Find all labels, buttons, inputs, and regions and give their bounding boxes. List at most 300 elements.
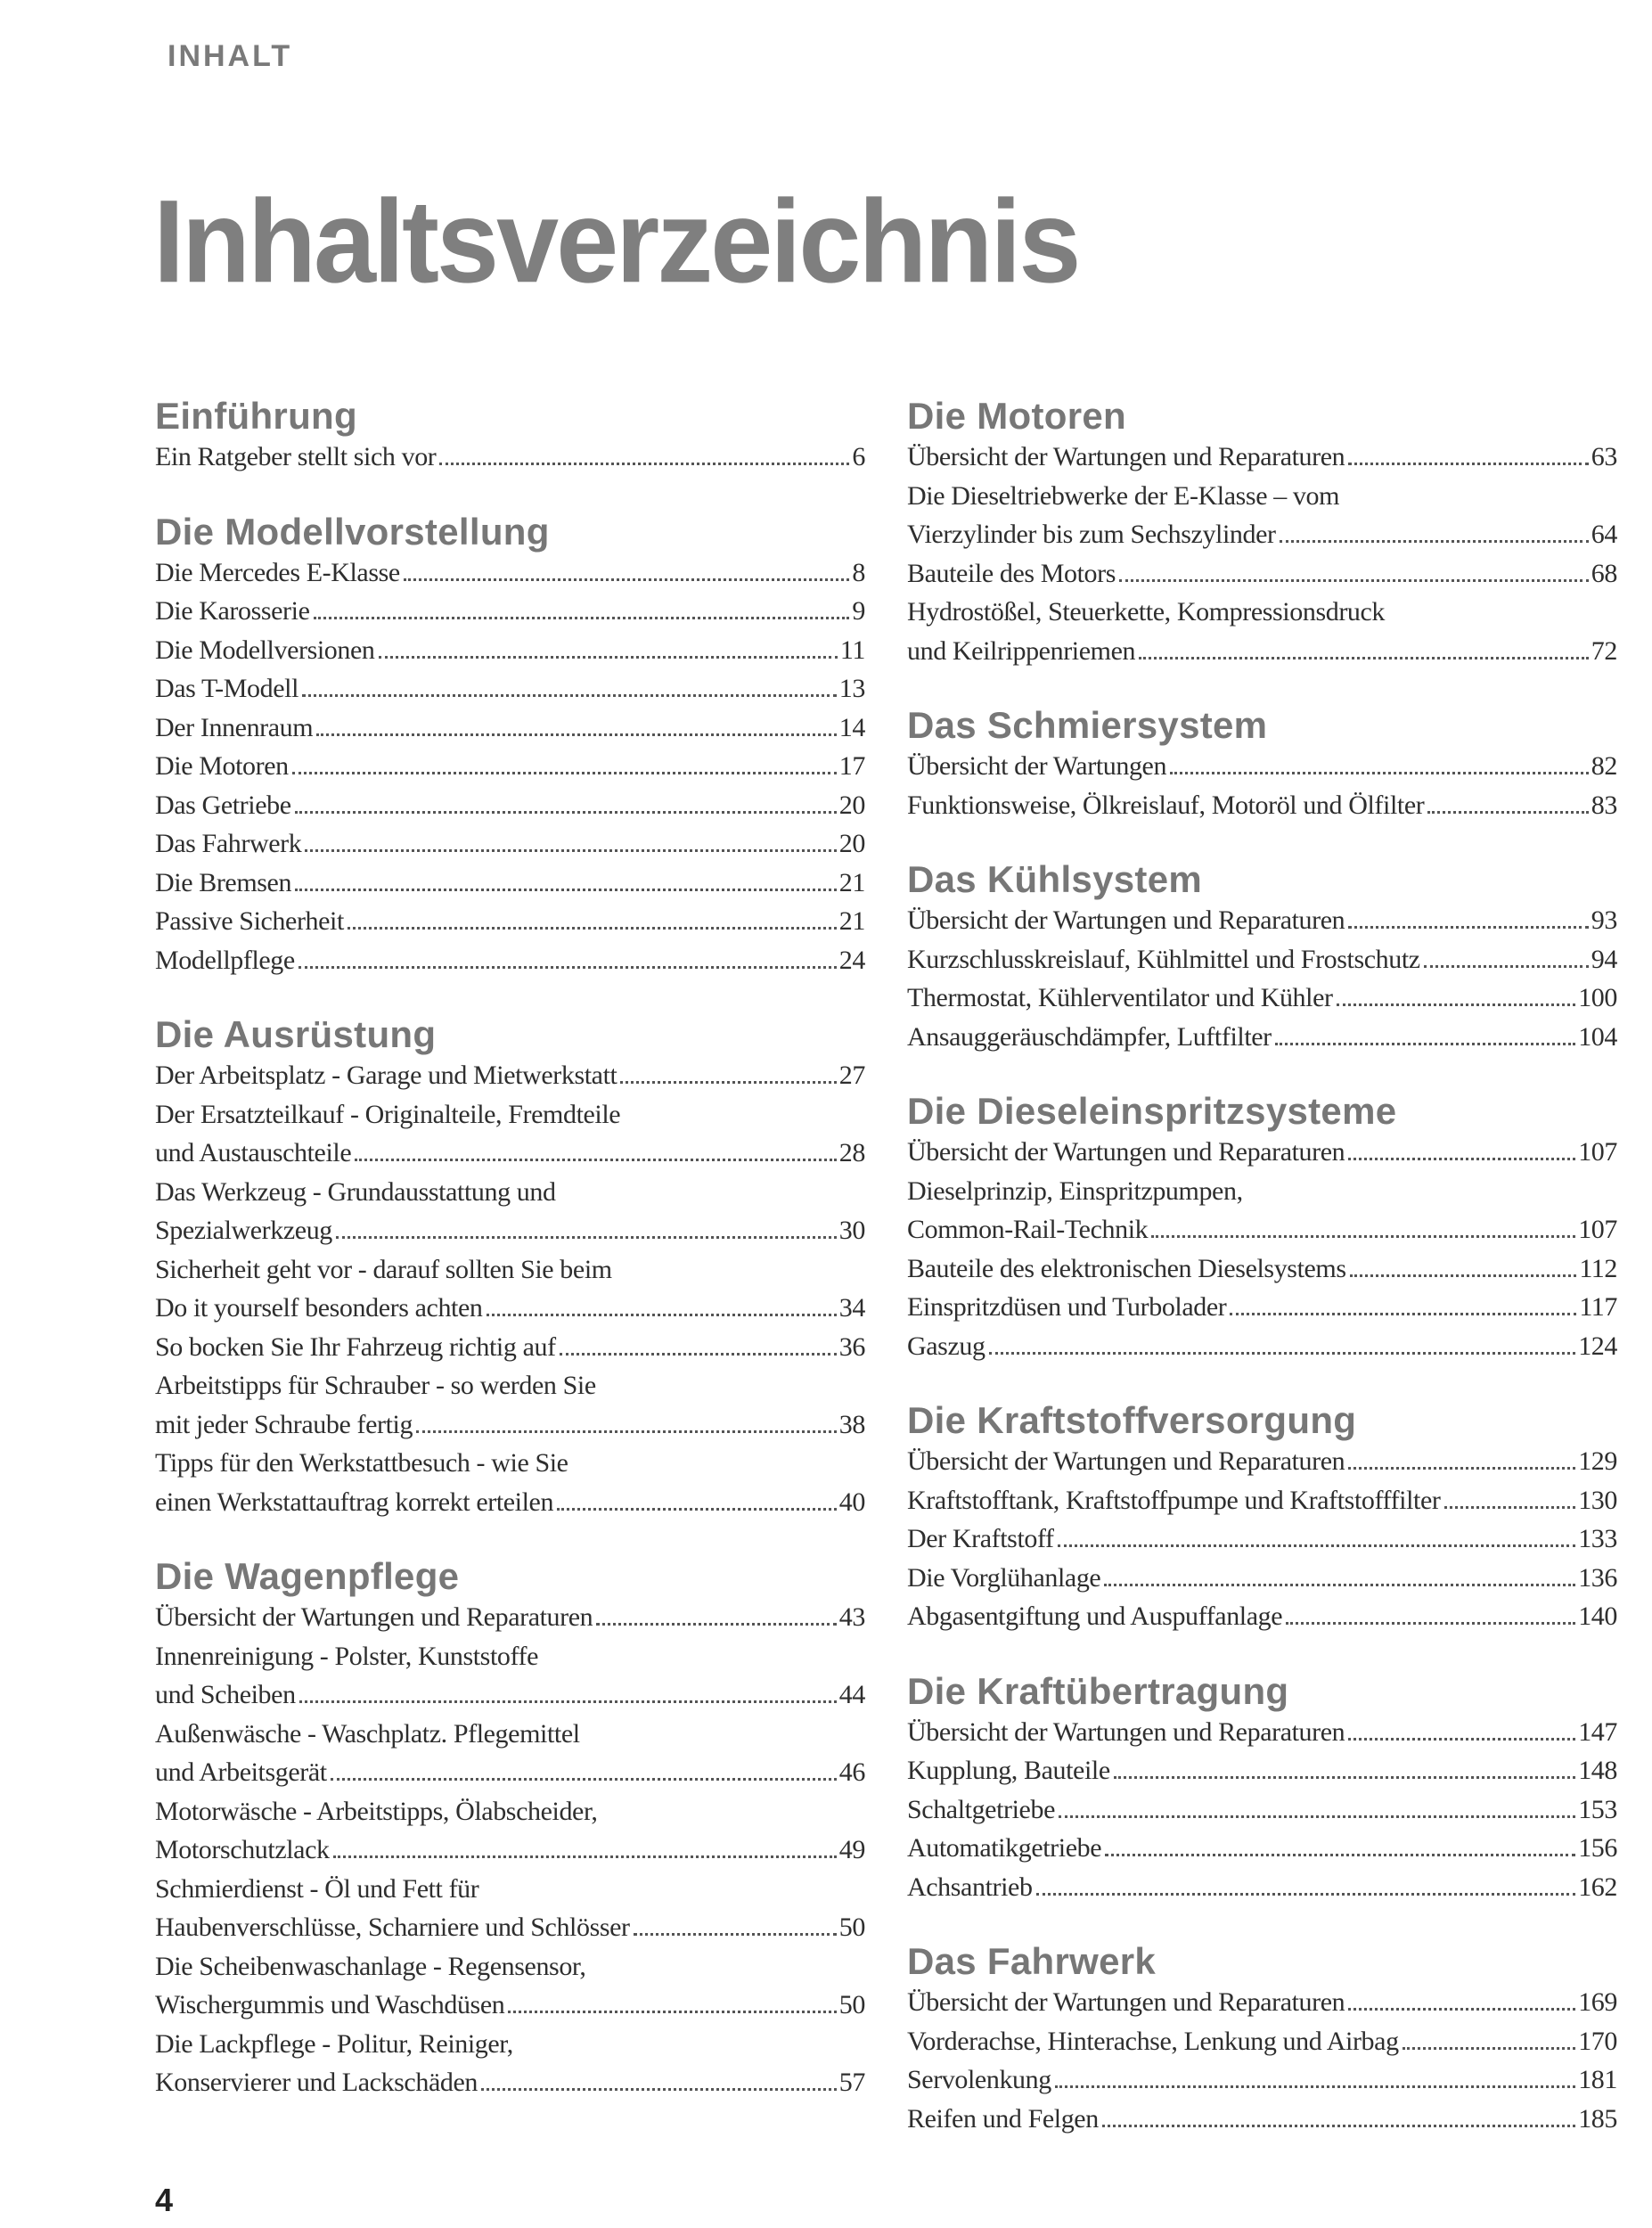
entry-page-number: 9 [852,596,865,626]
dot-leader [1059,1815,1575,1818]
dot-leader [1230,1313,1576,1315]
toc-entry-line [155,1173,865,1212]
toc-entry-line [907,979,1617,1018]
toc-entry[interactable] [155,1444,865,1521]
entry-page-number: 148 [1578,1756,1617,1785]
toc-column-left [155,395,865,2102]
toc-section [155,1555,865,2102]
toc-entry[interactable] [155,1870,865,1947]
entry-page-number: 147 [1578,1716,1617,1747]
toc-section [907,395,1617,670]
dot-leader [336,1236,837,1239]
dot-leader [1348,926,1589,929]
toc-entry-line [907,747,1617,786]
entry-page-number: 72 [1591,635,1617,666]
entry-title: Innenreinigung - Polster, Kunststoffe [155,1641,539,1671]
entry-page-number: 20 [838,790,865,820]
toc-entry-line [155,2063,865,2102]
entry-title: Motorwäsche - Arbeitstipps, Ölabscheider, [155,1796,598,1826]
entry-title: Common-Rail-Technik [907,1215,1149,1244]
toc-entry-line [907,1868,1617,1907]
toc-entry-line [155,1211,865,1250]
dot-leader [487,1314,837,1316]
toc-entry[interactable] [155,631,865,670]
dot-leader [596,1623,837,1626]
entry-title: Arbeitstipps für Schrauber - so werden Sie [155,1371,596,1400]
section-heading: Die Ausrüstung [155,1013,437,1055]
entry-page-number: 140 [1578,1601,1617,1631]
dot-leader [314,617,850,619]
toc-entry[interactable] [907,1983,1617,2022]
entry-page-number: 63 [1591,442,1617,471]
entry-page-number: 93 [1591,905,1617,935]
toc-entry[interactable] [155,941,865,980]
entry-title: Reifen und Felgen [907,2103,1099,2134]
toc-entry[interactable] [907,901,1617,940]
section-heading: Die Kraftübertragung [907,1669,1289,1712]
dot-leader [295,811,837,814]
toc-entry-line [907,1327,1617,1366]
entry-title: Passive Sicherheit [155,906,344,936]
toc-entry[interactable] [155,553,865,593]
dot-leader [1119,579,1589,582]
entry-title: Übersicht der Wartungen und Reparaturen [907,905,1345,935]
entry-page-number: 44 [838,1680,865,1709]
toc-entry[interactable] [155,1366,865,1444]
toc-section [155,395,865,477]
toc-entry-line [155,592,865,631]
toc-section [907,1940,1617,2138]
toc-entry-line [155,1753,865,1792]
entry-title: Schmierdienst - Öl und Fett für [155,1873,479,1904]
toc-entry[interactable] [907,2060,1617,2100]
toc-entry-line [907,940,1617,979]
dot-leader [481,2088,837,2091]
toc-entry[interactable] [155,1095,865,1173]
entry-title: Servolenkung [907,2065,1051,2094]
dot-leader [416,1430,837,1433]
section-heading: Die Kraftstoffversorgung [907,1399,1357,1441]
entry-page-number: 34 [838,1293,865,1323]
toc-entry[interactable] [907,1829,1617,1868]
entry-title: Der Innenraum [155,712,314,742]
toc-entry[interactable] [907,1481,1617,1520]
entry-page-number: 40 [838,1487,865,1517]
dot-leader [1102,2125,1575,2127]
toc-entry-line [155,553,865,593]
toc-entry[interactable] [907,940,1617,979]
dot-leader [634,1933,837,1936]
toc-entry-line [907,2022,1617,2061]
dot-leader [1280,540,1589,543]
entry-title: Die Dieseltriebwerke der E-Klasse – vom [907,480,1340,511]
toc-entry-line [155,1598,865,1637]
dot-leader [1286,1622,1575,1625]
toc-entry[interactable] [907,593,1617,670]
toc-entry-line [155,1947,865,1986]
toc-entry[interactable] [155,438,865,477]
toc-entry[interactable] [907,2022,1617,2061]
entry-title: Vierzylinder bis zum Sechszylinder [907,520,1276,549]
entry-title: Motorschutzlack [155,1835,330,1864]
entry-title: Übersicht der Wartungen und Reparaturen [907,1987,1345,2017]
toc-entry-line [155,1870,865,1909]
dot-leader [620,1081,836,1084]
entry-page-number: 117 [1579,1292,1617,1322]
section-heading: Das Schmiersystem [907,704,1268,746]
toc-entry-line [907,632,1617,671]
entry-page-number: 130 [1578,1485,1617,1515]
running-header: INHALT [168,39,293,73]
toc-entry-line [907,901,1617,940]
entry-page-number: 49 [838,1835,865,1864]
toc-entry[interactable] [907,1172,1617,1249]
section-heading: Die Dieseleinspritzsysteme [907,1090,1397,1132]
toc-entry-line [907,1597,1617,1636]
entry-page-number: 57 [838,2068,865,2097]
toc-section [907,858,1617,1056]
toc-entry[interactable] [907,786,1617,825]
toc-entry[interactable] [155,1328,865,1367]
entry-page-number: 17 [838,751,865,781]
dot-leader [1036,1893,1576,1896]
toc-entry[interactable] [155,669,865,709]
dot-leader [1275,1043,1575,1045]
dot-leader [1424,965,1589,968]
entry-page-number: 185 [1578,2103,1617,2134]
toc-entry-line [907,477,1617,516]
toc-entry[interactable] [155,864,865,903]
dot-leader [1427,811,1588,814]
entry-title: Das Werkzeug - Grundausstattung und [155,1176,556,1207]
dot-leader [302,694,837,697]
entry-page-number: 82 [1591,751,1617,781]
toc-entry-line [155,747,865,786]
dot-leader [355,1159,837,1161]
page-title: Inhaltsverzeichnis [153,175,1079,307]
dot-leader [379,656,838,659]
entry-title: Abgasentgiftung und Auspuffanlage [907,1601,1283,1631]
dot-leader [1139,657,1589,659]
toc-entry[interactable] [907,1442,1617,1481]
toc-entry[interactable] [155,2025,865,2102]
entry-title: Dieselprinzip, Einspritzpumpen, [907,1175,1243,1206]
toc-entry-line [155,669,865,709]
entry-title: Die Vorglühanlage [907,1562,1101,1593]
toc-entry[interactable] [155,1056,865,1095]
entry-title: Tipps für den Werkstattbesuch - wie Sie [155,1448,568,1478]
entry-page-number: 162 [1578,1872,1617,1902]
entry-title: Bauteile des Motors [907,558,1116,588]
toc-entry[interactable] [907,1519,1617,1559]
toc-entry-line [907,1519,1617,1559]
toc-entry[interactable] [907,477,1617,554]
dot-leader [439,463,849,465]
toc-entry-line [155,1831,865,1870]
entry-title: Thermostat, Kühlerventilator und Kühler [907,983,1333,1012]
dot-leader [508,2011,836,2013]
entry-page-number: 30 [838,1216,865,1245]
entry-title: Einspritzdüsen und Turbolader [907,1292,1227,1322]
entry-page-number: 107 [1578,1215,1617,1244]
toc-entry-line [907,1983,1617,2022]
entry-title: Die Scheibenwaschanlage - Regensensor, [155,1951,586,1981]
toc-entry[interactable] [907,1597,1617,1636]
dot-leader [1114,1776,1575,1779]
toc-entry[interactable] [907,1790,1617,1830]
toc-entry-line [155,824,865,864]
entry-title: Die Karosserie [155,596,310,626]
entry-page-number: 100 [1578,983,1617,1012]
entry-title: Übersicht der Wartungen [907,751,1167,781]
entry-page-number: 112 [1579,1253,1617,1283]
entry-title: Das Fahrwerk [155,829,302,858]
entry-title: Der Kraftstoff [907,1524,1054,1553]
dot-leader [1337,1003,1576,1006]
toc-entry-line [907,554,1617,594]
entry-page-number: 6 [852,442,865,471]
entry-title: Das T-Modell [155,674,299,703]
toc-section [907,1090,1617,1365]
toc-entry-line [907,1751,1617,1790]
toc-entry[interactable] [155,824,865,864]
toc-entry[interactable] [907,1327,1617,1366]
toc-entry-line [155,786,865,825]
entry-page-number: 104 [1578,1021,1617,1052]
entry-title: und Austauschteile [155,1138,352,1167]
toc-entry-line [907,1249,1617,1289]
dot-leader [299,966,837,969]
entry-title: Sicherheit geht vor - darauf sollten Sie beim [155,1254,612,1284]
dot-leader [331,1778,837,1781]
toc-entry-line [155,1675,865,1715]
toc-entry-line [155,2025,865,2064]
toc-entry[interactable] [907,1713,1617,1752]
toc-entry-line [155,1134,865,1173]
dot-leader [1350,1274,1577,1277]
dot-leader [1104,1584,1575,1586]
toc-entry[interactable] [155,592,865,631]
toc-entry[interactable] [155,902,865,941]
toc-entry[interactable] [907,1751,1617,1790]
toc-entry[interactable] [907,1288,1617,1327]
entry-page-number: 68 [1591,558,1617,588]
toc-entry-line [907,593,1617,632]
toc-entry[interactable] [907,1559,1617,1598]
toc-entry[interactable] [155,709,865,748]
dot-leader [1058,1544,1576,1547]
toc-entry-line [155,941,865,980]
entry-page-number: 8 [852,557,865,587]
toc-entry[interactable] [155,1173,865,1250]
entry-title: einen Werkstattauftrag korrekt erteilen [155,1487,554,1517]
entry-page-number: 153 [1578,1794,1617,1824]
toc-entry[interactable] [907,979,1617,1018]
toc-entry-line [155,709,865,748]
toc-entry[interactable] [907,438,1617,477]
dot-leader [292,772,837,774]
toc-entry-line [155,1483,865,1522]
toc-entry[interactable] [155,1250,865,1328]
toc-entry[interactable] [907,554,1617,594]
toc-entry-line [155,1095,865,1134]
entry-page-number: 169 [1578,1987,1617,2017]
toc-entry-line [155,1056,865,1095]
toc-entry-line [155,1405,865,1445]
toc-section [155,511,865,980]
toc-entry-line [907,1713,1617,1752]
entry-title: Konservierer und Lackschäden [155,2068,478,2097]
entry-title: Achsantrieb [907,1872,1033,1902]
toc-section [155,1013,865,1521]
entry-page-number: 107 [1578,1137,1617,1167]
entry-page-number: 170 [1578,2026,1617,2056]
toc-entry-line [907,438,1617,477]
toc-entry-line [155,864,865,903]
dot-leader [557,1508,837,1511]
entry-page-number: 94 [1591,944,1617,974]
toc-entry-line [155,438,865,477]
toc-section [907,1399,1617,1636]
toc-entry-line [907,1210,1617,1249]
page-number: 4 [155,2182,174,2218]
toc-entry-line [907,2060,1617,2100]
entry-page-number: 14 [838,712,865,742]
toc-entry-line [155,902,865,941]
entry-page-number: 11 [839,635,865,665]
entry-title: Übersicht der Wartungen und Reparaturen [907,1137,1345,1167]
dot-leader [1348,1158,1575,1160]
toc-entry[interactable] [907,1133,1617,1172]
toc-entry[interactable] [155,1637,865,1715]
entry-title: Ansauggeräuschdämpfer, Luftfilter [907,1021,1272,1052]
toc-entry[interactable] [155,1947,865,2025]
entry-page-number: 46 [838,1757,865,1787]
entry-page-number: 27 [838,1061,865,1090]
toc-entry-line [907,1442,1617,1481]
toc-entry-line [907,1790,1617,1830]
toc-entry[interactable] [907,1868,1617,1907]
entry-title: Haubenverschlüsse, Scharniere und Schlösser [155,1913,630,1942]
dot-leader [1348,1467,1575,1470]
toc-entry-line [155,1637,865,1676]
entry-title: Die Bremsen [155,867,292,897]
entry-title: Wischergummis und Waschdüsen [155,1990,505,2019]
entry-title: Übersicht der Wartungen und Reparaturen [907,1446,1345,1476]
entry-title: Ein Ratgeber stellt sich vor [155,442,437,471]
entry-title: mit jeder Schraube fertig [155,1409,413,1439]
section-heading: Die Motoren [907,395,1126,437]
entry-title: und Arbeitsgerät [155,1757,327,1787]
section-heading: Das Fahrwerk [907,1940,1157,1982]
entry-title: Übersicht der Wartungen und Reparaturen [907,442,1345,471]
entry-page-number: 38 [838,1409,865,1439]
toc-entry-line [155,1289,865,1328]
toc-entry-line [155,1328,865,1367]
toc-entry[interactable] [155,747,865,786]
entry-title: Vorderachse, Hinterachse, Lenkung und Airbag [907,2026,1399,2056]
toc-entry-line [155,1986,865,2025]
entry-title: Übersicht der Wartungen und Reparaturen [155,1602,593,1632]
toc-entry[interactable] [907,1249,1617,1289]
toc-entry-line [155,1908,865,1947]
dot-leader [1444,1506,1576,1509]
dot-leader [1403,2047,1576,2050]
entry-title: Schaltgetriebe [907,1794,1055,1824]
toc-entry-line [907,1018,1617,1057]
toc-entry-line [155,1715,865,1754]
toc-entry[interactable] [155,1792,865,1870]
entry-page-number: 124 [1578,1331,1617,1361]
dot-leader [333,1855,837,1858]
toc-entry-line [155,1250,865,1290]
toc-entry-line [155,1444,865,1483]
toc-column-right [907,395,1617,2138]
entry-page-number: 21 [838,906,865,936]
entry-title: Der Arbeitsplatz - Garage und Mietwerkstatt [155,1061,617,1090]
dot-leader [1105,1854,1575,1856]
toc-entry-line [155,631,865,670]
toc-entry[interactable] [155,1715,865,1792]
dot-leader [1348,463,1589,465]
entry-page-number: 156 [1578,1833,1617,1863]
entry-page-number: 181 [1578,2065,1617,2094]
toc-entry[interactable] [907,2100,1617,2139]
entry-title: Bauteile des elektronischen Dieselsystems [907,1253,1346,1283]
dot-leader [1055,2085,1575,2088]
toc-entry-line [907,515,1617,554]
dot-leader [989,1352,1576,1355]
entry-title: So bocken Sie Ihr Fahrzeug richtig auf [155,1331,556,1362]
toc-entry-line [907,1481,1617,1520]
toc-entry-line [155,1792,865,1831]
entry-title: Die Modellversionen [155,635,375,665]
dot-leader [1170,772,1589,774]
dot-leader [1151,1235,1575,1238]
entry-page-number: 28 [838,1138,865,1167]
dot-leader [1348,1738,1575,1741]
toc-entry[interactable] [907,747,1617,786]
toc-section [907,1670,1617,1907]
toc-entry[interactable] [907,1018,1617,1057]
entry-title: Die Mercedes E-Klasse [155,557,400,587]
entry-title: Spezialwerkzeug [155,1216,332,1245]
entry-page-number: 20 [838,829,865,858]
toc-entry-line [907,1288,1617,1327]
toc-entry-line [907,1829,1617,1868]
entry-title: Die Motoren [155,751,289,781]
entry-page-number: 24 [838,945,865,975]
entry-page-number: 129 [1578,1446,1617,1476]
dot-leader [560,1353,837,1356]
entry-page-number: 43 [838,1602,865,1632]
toc-section [907,704,1617,824]
entry-title: Automatikgetriebe [907,1833,1102,1863]
entry-page-number: 13 [838,674,865,703]
dot-leader [299,1700,837,1703]
entry-title: Kurzschlusskreislauf, Kühlmittel und Frostschutz [907,944,1420,974]
toc-entry-line [907,1133,1617,1172]
toc-entry[interactable] [155,786,865,825]
entry-page-number: 64 [1591,520,1617,549]
dot-leader [348,927,837,930]
entry-page-number: 36 [838,1331,865,1362]
entry-page-number: 21 [838,867,865,897]
entry-title: Gaszug [907,1331,985,1361]
entry-title: und Scheiben [155,1680,296,1709]
dot-leader [305,849,836,852]
toc-entry[interactable] [155,1598,865,1637]
